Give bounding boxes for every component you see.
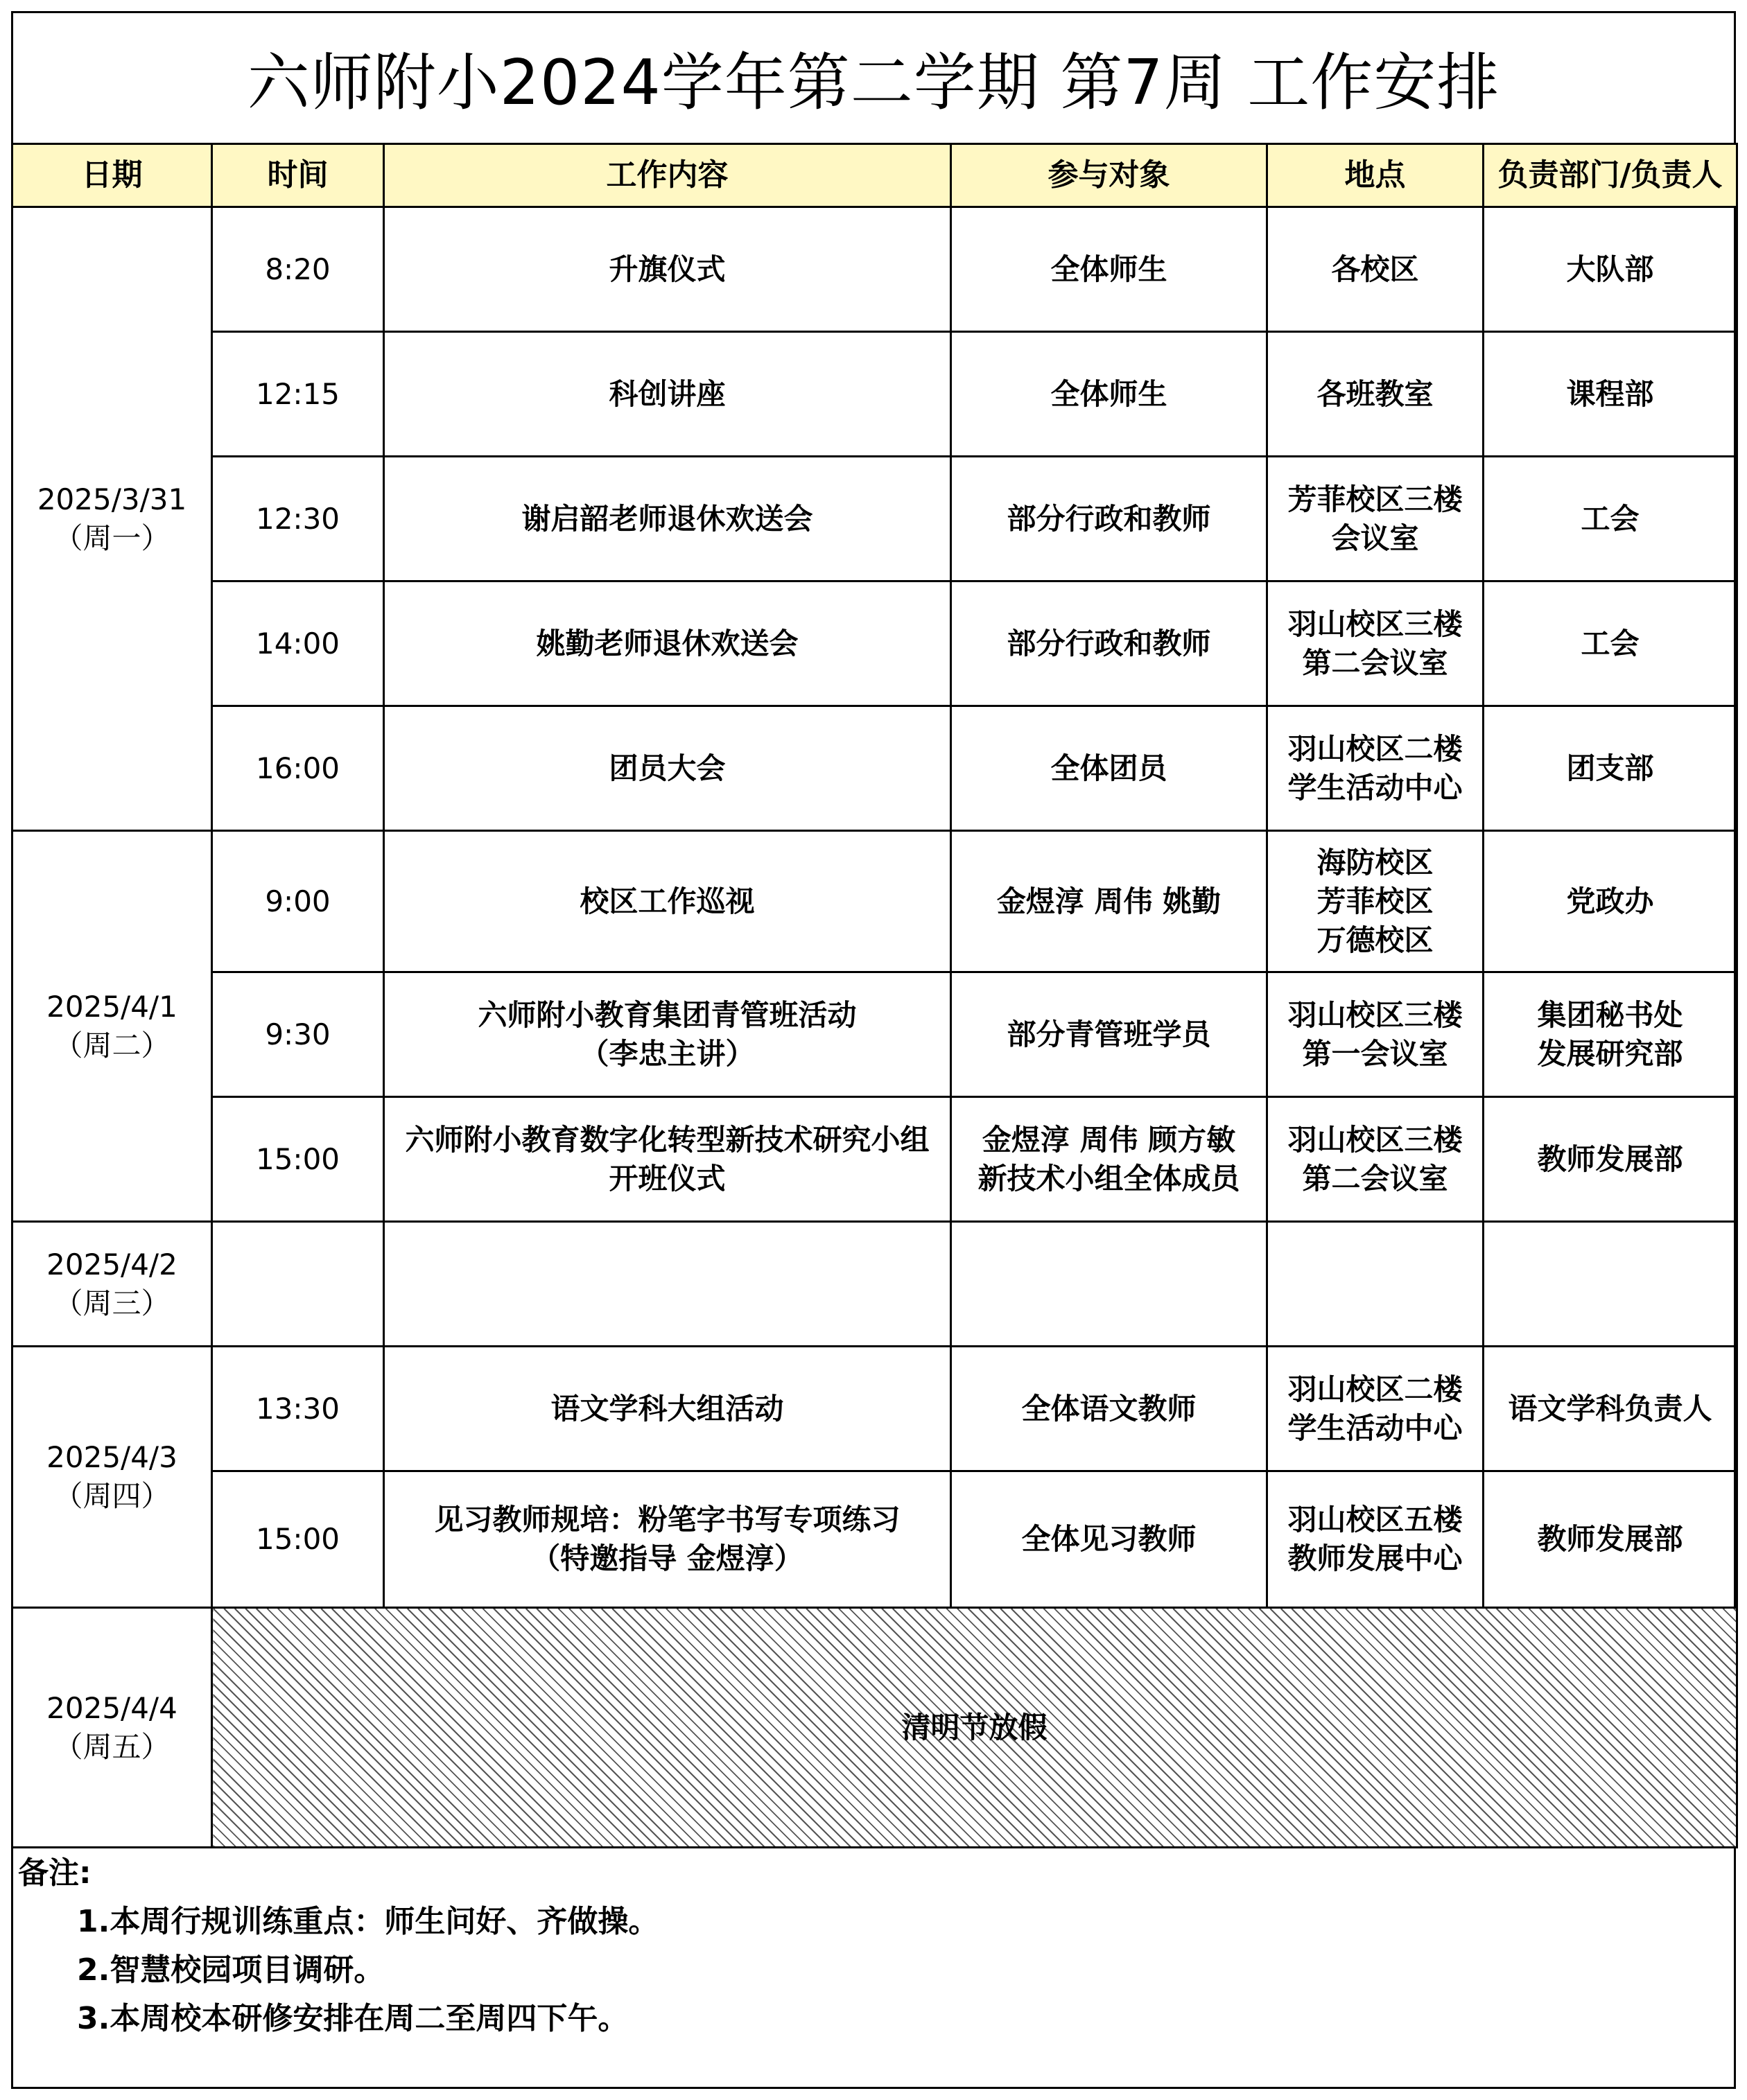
dept-cell: 教师发展部	[1484, 1097, 1737, 1222]
location-cell: 羽山校区三楼 第二会议室	[1267, 581, 1484, 706]
date-cell	[12, 831, 212, 1222]
date-text: 2025/4/2	[46, 1247, 177, 1281]
table-row	[12, 1608, 1737, 1848]
dept-cell: 集团秘书处 发展研究部	[1484, 972, 1737, 1097]
time-cell	[212, 1222, 384, 1347]
table-row	[12, 831, 1737, 972]
notes-heading: 备注:	[18, 1855, 92, 1891]
time-cell: 12:15	[212, 332, 384, 457]
time-cell: 12:30	[212, 457, 384, 581]
participants-cell: 金煜淳 周伟 顾方敏 新技术小组全体成员	[951, 1097, 1267, 1222]
header-time: 时间	[212, 144, 384, 207]
time-cell: 16:00	[212, 706, 384, 831]
table-row	[12, 581, 1737, 706]
content-cell: 谢启韶老师退休欢送会	[384, 457, 951, 581]
time-cell: 8:20	[212, 207, 384, 332]
participants-cell: 全体语文教师	[951, 1347, 1267, 1471]
notes-section	[18, 1849, 1723, 2043]
time-cell: 13:30	[212, 1347, 384, 1471]
location-cell: 各班教室	[1267, 332, 1484, 457]
date-text: 2025/4/3	[46, 1440, 177, 1474]
location-cell: 羽山校区二楼 学生活动中心	[1267, 1347, 1484, 1471]
content-cell: 科创讲座	[384, 332, 951, 457]
table-row	[12, 457, 1737, 581]
dept-cell: 教师发展部	[1484, 1471, 1737, 1608]
location-cell: 海防校区 芳菲校区 万德校区	[1267, 831, 1484, 972]
content-cell: 六师附小教育集团青管班活动 （李忠主讲）	[384, 972, 951, 1097]
participants-cell	[951, 1222, 1267, 1347]
weekday-text: （周二）	[53, 1028, 171, 1062]
participants-cell: 全体见习教师	[951, 1471, 1267, 1608]
header-location: 地点	[1267, 144, 1484, 207]
content-cell	[384, 1222, 951, 1347]
time-cell: 15:00	[212, 1097, 384, 1222]
header-content: 工作内容	[384, 144, 951, 207]
note-item: 1.本周行规训练重点：师生问好、齐做操。	[77, 1904, 659, 1939]
dept-cell: 语文学科负责人	[1484, 1347, 1737, 1471]
weekday-text: （周一）	[53, 520, 171, 555]
date-cell	[12, 1347, 212, 1608]
location-cell: 羽山校区三楼 第一会议室	[1267, 972, 1484, 1097]
note-item: 2.智慧校园项目调研。	[77, 1952, 385, 1988]
location-cell	[1267, 1222, 1484, 1347]
table-row	[12, 972, 1737, 1097]
table-row	[12, 207, 1737, 332]
date-text: 2025/3/31	[37, 482, 187, 516]
content-cell: 六师附小教育数字化转型新技术研究小组 开班仪式	[384, 1097, 951, 1222]
time-cell: 14:00	[212, 581, 384, 706]
header-participants: 参与对象	[951, 144, 1267, 207]
table-row	[12, 1097, 1737, 1222]
location-cell: 羽山校区三楼 第二会议室	[1267, 1097, 1484, 1222]
header-dept: 负责部门/负责人	[1484, 144, 1737, 207]
weekday-text: （周五）	[53, 1729, 171, 1764]
time-cell: 9:00	[212, 831, 384, 972]
content-cell: 姚勤老师退休欢送会	[384, 581, 951, 706]
table-row	[12, 1347, 1737, 1471]
date-cell	[12, 1608, 212, 1848]
content-cell: 升旗仪式	[384, 207, 951, 332]
date-cell	[12, 207, 212, 831]
location-cell: 芳菲校区三楼 会议室	[1267, 457, 1484, 581]
dept-cell: 课程部	[1484, 332, 1737, 457]
participants-cell: 部分行政和教师	[951, 581, 1267, 706]
participants-cell: 部分青管班学员	[951, 972, 1267, 1097]
participants-cell: 全体师生	[951, 207, 1267, 332]
dept-cell: 党政办	[1484, 831, 1737, 972]
holiday-cell: 清明节放假	[212, 1608, 1737, 1848]
content-cell: 团员大会	[384, 706, 951, 831]
header-date: 日期	[12, 144, 212, 207]
header-row	[12, 144, 1737, 207]
dept-cell	[1484, 1222, 1737, 1347]
content-cell: 校区工作巡视	[384, 831, 951, 972]
participants-cell: 全体团员	[951, 706, 1267, 831]
date-text: 2025/4/4	[46, 1690, 177, 1725]
note-item: 3.本周校本研修安排在周二至周四下午。	[77, 2001, 629, 2036]
participants-cell: 金煜淳 周伟 姚勤	[951, 831, 1267, 972]
location-cell: 羽山校区五楼 教师发展中心	[1267, 1471, 1484, 1608]
participants-cell: 部分行政和教师	[951, 457, 1267, 581]
content-cell: 见习教师规培：粉笔字书写专项练习 （特邀指导 金煜淳）	[384, 1471, 951, 1608]
location-cell: 羽山校区二楼 学生活动中心	[1267, 706, 1484, 831]
table-row	[12, 332, 1737, 457]
location-cell: 各校区	[1267, 207, 1484, 332]
schedule-body	[12, 207, 1737, 1848]
dept-cell: 大队部	[1484, 207, 1737, 332]
page-title: 六师附小2024学年第二学期 第7周 工作安排	[247, 46, 1500, 119]
weekday-text: （周四）	[53, 1479, 171, 1513]
table-row	[12, 1222, 1737, 1347]
dept-cell: 工会	[1484, 581, 1737, 706]
time-cell: 9:30	[212, 972, 384, 1097]
participants-cell: 全体师生	[951, 332, 1267, 457]
table-row	[12, 1471, 1737, 1608]
schedule-table	[11, 143, 1738, 1848]
table-row	[12, 706, 1737, 831]
content-cell: 语文学科大组活动	[384, 1347, 951, 1471]
weekday-text: （周三）	[53, 1286, 171, 1320]
dept-cell: 团支部	[1484, 706, 1737, 831]
date-cell	[12, 1222, 212, 1347]
dept-cell: 工会	[1484, 457, 1737, 581]
date-text: 2025/4/1	[46, 989, 177, 1024]
time-cell: 15:00	[212, 1471, 384, 1608]
